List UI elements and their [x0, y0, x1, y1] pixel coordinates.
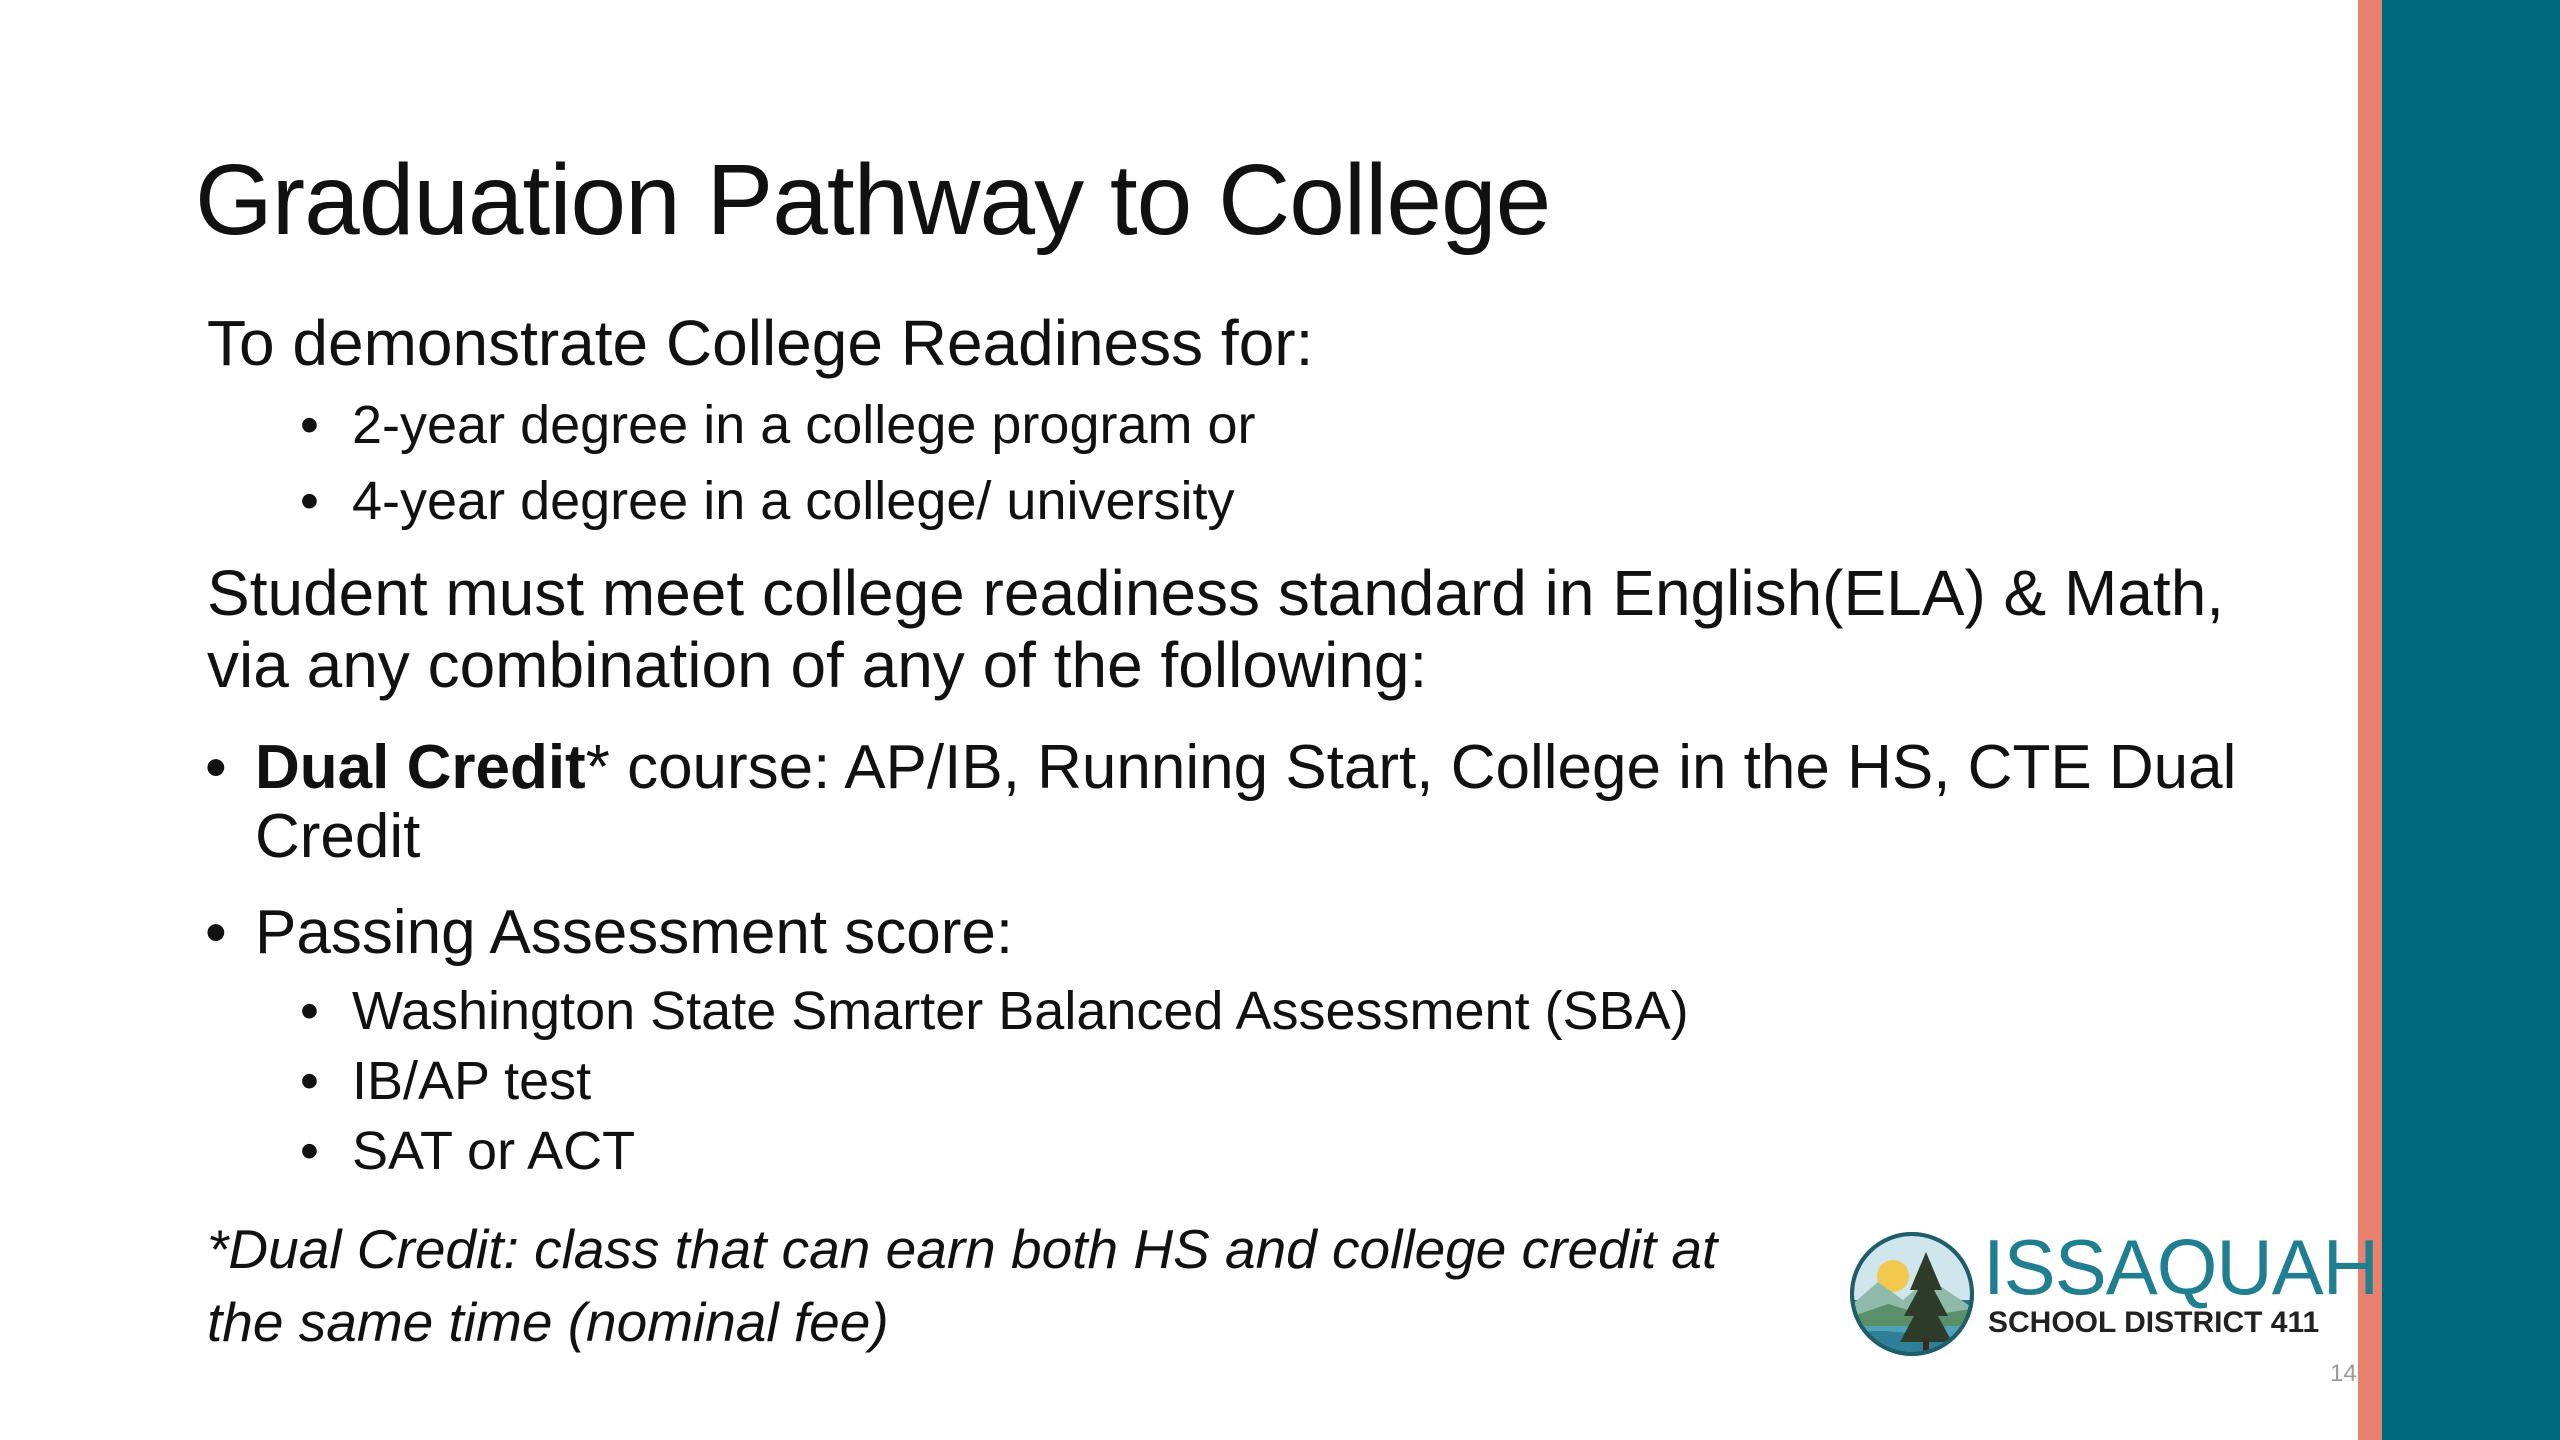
- bullet-dot: •: [205, 733, 227, 802]
- intro-item-text: 2-year degree in a college program or: [352, 395, 1256, 455]
- assessment-item-text: IB/AP test: [352, 1051, 592, 1111]
- footnote: *Dual Credit: class that can earn both HS and college credit at the same time (nominal fee): [207, 1218, 1718, 1353]
- slide-title: Graduation Pathway to College: [195, 144, 1551, 256]
- bullet-bold-text: Dual Credit: [255, 733, 586, 802]
- bullet-dot: •: [300, 1121, 319, 1181]
- assessment-item: [300, 1121, 636, 1181]
- accent-bar-teal: [2382, 0, 2560, 1440]
- bullet-dot: •: [300, 981, 319, 1041]
- intro-item: [300, 471, 1235, 531]
- logo-emblem-icon: [1848, 1230, 1976, 1358]
- district-logo: [1848, 1223, 2379, 1360]
- intro-item-text: 4-year degree in a college/ university: [352, 471, 1235, 531]
- logo-subtitle: SCHOOL DISTRICT 411: [1988, 1306, 2320, 1339]
- bullet-dot: •: [300, 471, 319, 531]
- bullet-text: * course: AP/IB, Running Start, College in the HS, CTE Dual Credit: [255, 733, 2237, 872]
- bullet-text: Passing Assessment score:: [255, 898, 1014, 967]
- bullet-dot: •: [300, 1051, 319, 1111]
- assessment-item-text: Washington State Smarter Balanced Assessment (SBA): [352, 981, 1689, 1041]
- bullet-passing-assessment: [205, 898, 2315, 967]
- bullet-dual-credit: [205, 733, 2315, 872]
- assessment-item: [300, 1051, 592, 1111]
- assessment-item: [300, 981, 1689, 1041]
- bullet-dot: •: [300, 395, 319, 455]
- assessment-item-text: SAT or ACT: [352, 1121, 636, 1181]
- requirement-text: Student must meet college readiness standard in English(ELA) & Math, via any combination of any of the following:: [207, 557, 2225, 701]
- logo-name: ISSAQUAH: [1983, 1223, 2379, 1311]
- bullet-dot: •: [205, 898, 227, 967]
- intro-item: [300, 395, 1256, 455]
- intro-text: To demonstrate College Readiness for:: [207, 307, 1314, 379]
- page-number: 14: [2330, 1360, 2357, 1387]
